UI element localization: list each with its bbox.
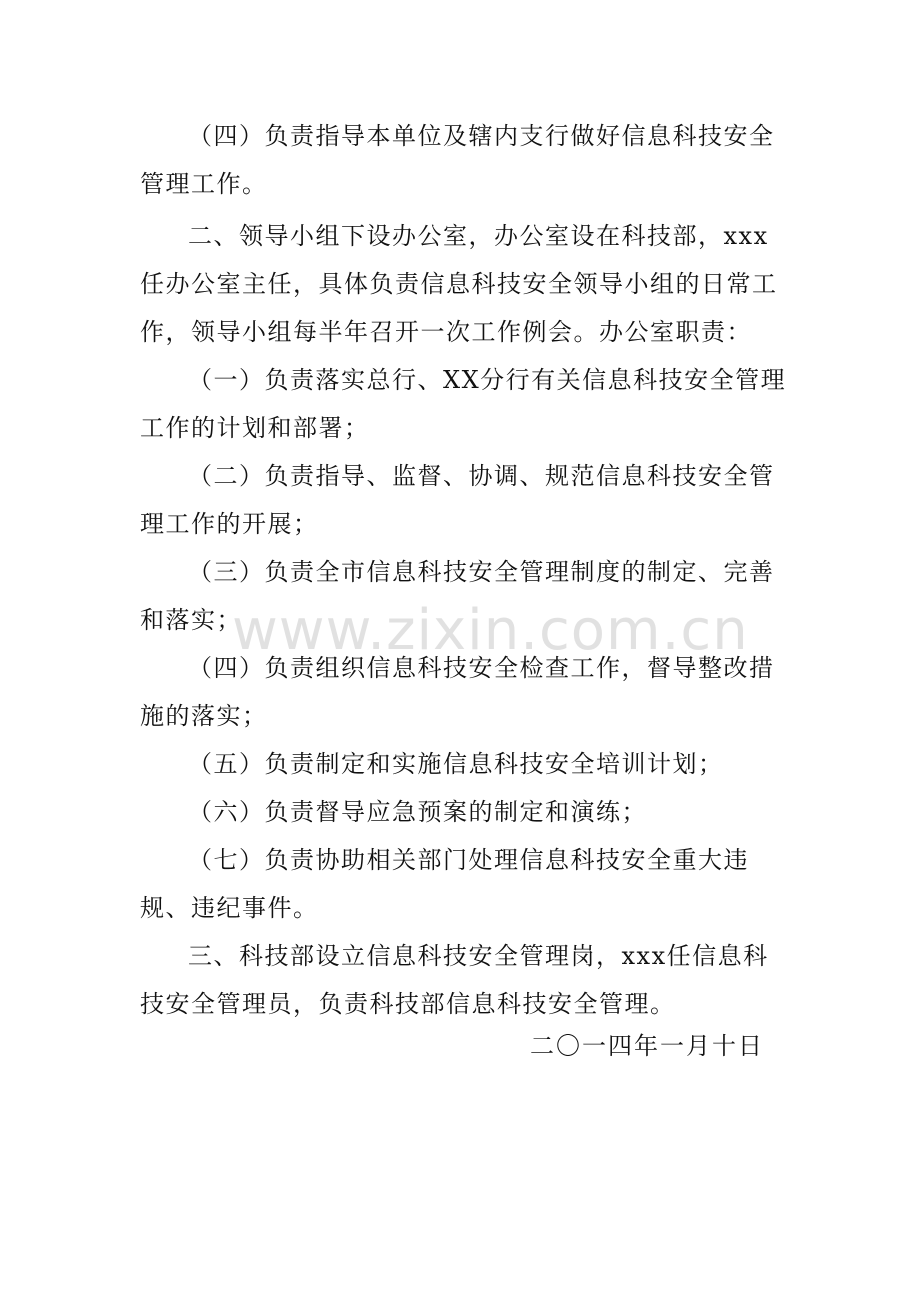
paragraph-duty-3: （三）负责全市信息科技安全管理制度的制定、完善和落实； [140,558,775,634]
paragraph-duty-5: （五）负责制定和实施信息科技安全培训计划； [188,750,724,778]
document-date: 二〇一四年一月十日 [530,1032,764,1060]
paragraph-duty-2: （二）负责指导、监督、协调、规范信息科技安全管理工作的开展； [140,462,775,538]
paragraph-duty-1: （一）负责落实总行、XX分行有关信息科技安全管理工作的计划和部署； [140,366,787,442]
paragraph-item-4-guidance: （四）负责指导本单位及辖内支行做好信息科技安全管理工作。 [140,122,775,198]
paragraph-security-post: 三、科技部设立信息科技安全管理岗，xxx任信息科技安全管理员，负责科技部信息科技安全管理。 [140,942,769,1018]
paragraph-duty-4: （四）负责组织信息科技安全检查工作，督导整改措施的落实； [140,654,775,730]
paragraph-duty-7: （七）负责协助相关部门处理信息科技安全重大违规、违纪事件。 [140,846,749,922]
watermark: www.zixin.com.cn [232,598,749,663]
paragraph-office-setup: 二、领导小组下设办公室，办公室设在科技部，xxx任办公室主任，具体负责信息科技安全领导小组的日常工作，领导小组每半年召开一次工作例会。办公室职责： [140,222,778,346]
paragraph-duty-6: （六）负责督导应急预案的制定和演练； [188,798,647,826]
